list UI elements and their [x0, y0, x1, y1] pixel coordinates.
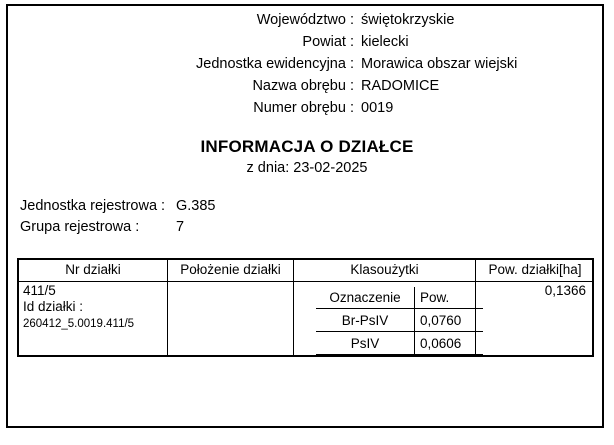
header-land-classes: Klasoużytki — [350, 262, 419, 277]
header-parcel-number: Nr działki — [65, 262, 121, 277]
registry-group-value: 7 — [176, 219, 185, 235]
class-code: Br-PsIV — [341, 313, 389, 328]
land-classes-subtable — [316, 287, 483, 355]
registry-unit-value: G.385 — [176, 198, 216, 214]
precinct-name-label: Nazwa obrębu : — [252, 78, 354, 94]
precinct-number-label: Numer obrębu : — [253, 100, 354, 116]
class-code: PsIV — [350, 336, 380, 351]
voivodeship-label: Województwo : — [256, 12, 354, 28]
precinct-number-value: 0019 — [361, 100, 394, 116]
subtable-header-area: Pow. — [420, 290, 450, 305]
subtable-row-divider — [316, 308, 483, 309]
precinct-name-value: RADOMICE — [361, 78, 440, 94]
registry-unit-label: Jednostka rejestrowa : — [20, 198, 166, 214]
subtable-header-code: Oznaczenie — [329, 290, 401, 305]
class-area: 0,0760 — [420, 313, 462, 328]
parcel-id-label: Id działki : — [23, 299, 84, 314]
subtable-column-divider — [414, 287, 415, 355]
document-title: INFORMACJA O DZIAŁCE — [200, 137, 414, 156]
subtable-row-divider — [316, 331, 483, 332]
class-area: 0,0606 — [420, 336, 462, 351]
county-label: Powiat : — [302, 34, 354, 50]
table-header-divider — [19, 281, 592, 282]
header-parcel-area: Pow. działki[ha] — [488, 262, 582, 277]
registry-group-label: Grupa rejestrowa : — [20, 219, 140, 235]
voivodeship-value: świętokrzyskie — [361, 12, 455, 28]
header-parcel-location: Położenie działki — [180, 262, 281, 277]
subtable-row-divider — [316, 354, 483, 355]
registry-unit-value: Morawica obszar wiejski — [361, 56, 518, 72]
parcel-number: 411/5 — [23, 283, 56, 298]
parcel-table — [17, 258, 594, 357]
document-date: z dnia: 23-02-2025 — [246, 160, 368, 176]
county-value: kielecki — [361, 34, 409, 50]
parcel-area: 0,1366 — [544, 283, 586, 298]
parcel-id: 260412_5.0019.411/5 — [23, 318, 135, 330]
registry-unit-label: Jednostka ewidencyjna : — [196, 56, 354, 72]
